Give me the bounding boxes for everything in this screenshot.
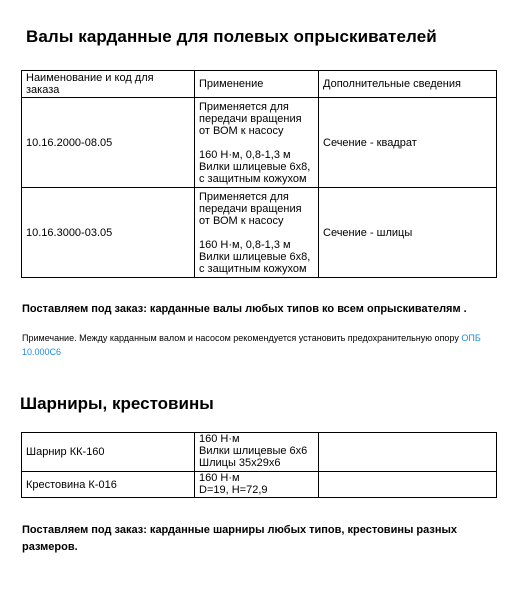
remark-text: Примечание. Между карданным валом и насосом рекомендуется установить предохранительную опору [22, 333, 459, 343]
product-code: 10.16.3000-03.05 [22, 188, 195, 278]
spec-splines: Шлицы 35х29х6 [199, 457, 281, 469]
spec-cell [195, 433, 319, 472]
application-purpose: Применяется для передачи вращения от ВОМ к насосу [199, 100, 302, 137]
remark-link[interactable]: ОПБ 10.000С6 [22, 333, 481, 357]
section-title-joints: Шарниры, крестовины [20, 394, 214, 413]
table-header-row [22, 71, 497, 98]
remark-note [22, 331, 492, 359]
additional-info [319, 472, 497, 498]
order-note-shafts: Поставляем под заказ: карданные валы любых типов ко всем опрыскивателям . [22, 303, 467, 315]
spec-cell [195, 472, 319, 498]
product-name: Шарнир КК-160 [22, 433, 195, 472]
table-row [22, 472, 497, 498]
header-application: Применение [195, 71, 319, 98]
table-row [22, 188, 497, 278]
application-cell [195, 98, 319, 188]
product-code: 10.16.2000-08.05 [22, 98, 195, 188]
application-purpose: Применяется для передачи вращения от ВОМ к насосу [199, 190, 302, 227]
additional-info [319, 433, 497, 472]
spec-torque: 160 Н·м [199, 472, 240, 484]
application-torque: 160 Н·м, 0,8-1,3 м [199, 238, 291, 251]
section-title-shafts: Валы карданные для полевых опрыскивателей [26, 27, 437, 46]
additional-info: Сечение - квадрат [319, 98, 497, 188]
spec-torque: 160 Н·м [199, 433, 240, 445]
header-name-code: Наименование и код для заказа [22, 71, 195, 98]
table-row [22, 433, 497, 472]
application-forks: Вилки шлицевые 6х8, с защитным кожухом [199, 160, 311, 185]
shafts-table [21, 70, 497, 278]
order-note-joints: Поставляем под заказ: карданные шарниры любых типов, крестовины разных размеров. [22, 524, 458, 553]
spec-forks: Вилки шлицевые 6х6 [199, 445, 308, 457]
joints-table [21, 432, 497, 498]
header-additional-info: Дополнительные сведения [319, 71, 497, 98]
application-torque: 160 Н·м, 0,8-1,3 м [199, 148, 291, 161]
application-forks: Вилки шлицевые 6х8, с защитным кожухом [199, 250, 311, 275]
additional-info: Сечение - шлицы [319, 188, 497, 278]
spec-dimensions: D=19, H=72,9 [199, 484, 268, 496]
product-name: Крестовина К-016 [22, 472, 195, 498]
table-row [22, 98, 497, 188]
application-cell [195, 188, 319, 278]
